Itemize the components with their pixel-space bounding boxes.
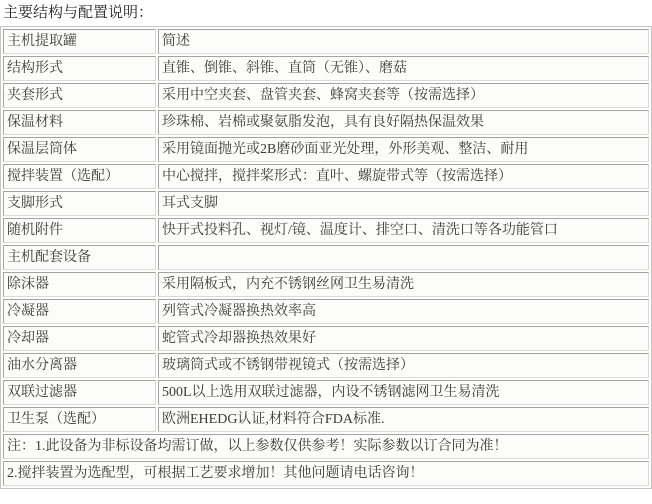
table-row — [3, 326, 649, 351]
spec-value-cell: 耳式支脚 — [158, 191, 649, 216]
table-row — [3, 29, 649, 54]
spec-value-cell: 列管式冷凝器换热效率高 — [158, 299, 649, 324]
spec-value-cell: 珍珠棉、岩棉或聚氨脂发泡，具有良好隔热保温效果 — [158, 110, 649, 135]
spec-label-cell: 主机配套设备 — [3, 245, 156, 270]
note-text: 2.搅拌装置为选配型，可根据工艺要求增加！其他问题请电话咨询！ — [3, 461, 649, 486]
spec-label-cell: 主机提取罐 — [3, 29, 156, 54]
spec-label-cell: 卫生泵（选配） — [3, 407, 156, 432]
table-row — [3, 191, 649, 216]
spec-label-cell: 油水分离器 — [3, 353, 156, 378]
spec-value-cell: 中心搅拌，搅拌桨形式：直叶、螺旋带式等（按需选择） — [158, 164, 649, 189]
table-row — [3, 164, 649, 189]
table-row — [3, 218, 649, 243]
spec-value-cell: 快开式投料孔、视灯/镜、温度计、排空口、清洗口等各功能管口 — [158, 218, 649, 243]
page-title: 主要结构与配置说明： — [3, 5, 154, 21]
spec-value-cell: 采用中空夹套、盘管夹套、蜂窝夹套等（按需选择） — [158, 83, 649, 108]
spec-value-cell: 简述 — [158, 29, 649, 54]
note-row — [3, 434, 649, 459]
spec-value-cell: 玻璃筒式或不锈钢带视镜式（按需选择） — [158, 353, 649, 378]
spec-label-cell: 除沫器 — [3, 272, 156, 297]
table-row — [3, 380, 649, 405]
spec-label-cell: 冷却器 — [3, 326, 156, 351]
spec-value-cell: 500L以上选用双联过滤器，内设不锈钢滤网卫生易清洗 — [158, 380, 649, 405]
table-row — [3, 83, 649, 108]
spec-label-cell: 结构形式 — [3, 56, 156, 81]
table-row — [3, 272, 649, 297]
table-row — [3, 56, 649, 81]
table-row — [3, 137, 649, 162]
spec-value-cell: 采用隔板式，内充不锈钢丝网卫生易清洗 — [158, 272, 649, 297]
spec-label-cell: 夹套形式 — [3, 83, 156, 108]
spec-value-cell: 采用镜面抛光或2B磨砂面亚光处理，外形美观、整洁、耐用 — [158, 137, 649, 162]
note-row — [3, 461, 649, 486]
spec-table-body — [3, 29, 649, 486]
spec-label-cell: 支脚形式 — [3, 191, 156, 216]
spec-value-cell — [158, 245, 649, 270]
table-row — [3, 299, 649, 324]
table-row — [3, 110, 649, 135]
spec-value-cell: 欧洲EHEDG认证,材料符合FDA标准. — [158, 407, 649, 432]
note-text: 注：1.此设备为非标设备均需订做，以上参数仅供参考！实际参数以订合同为准！ — [3, 434, 649, 459]
spec-label-cell: 保温层筒体 — [3, 137, 156, 162]
spec-value-cell: 蛇管式冷却器换热效果好 — [158, 326, 649, 351]
spec-label-cell: 随机附件 — [3, 218, 156, 243]
spec-value-cell: 直锥、倒锥、斜锥、直筒（无锥）、磨菇 — [158, 56, 649, 81]
spec-label-cell: 搅拌装置（选配） — [3, 164, 156, 189]
spec-label-cell: 保温材料 — [3, 110, 156, 135]
spec-table — [0, 26, 652, 489]
spec-label-cell: 双联过滤器 — [3, 380, 156, 405]
table-row — [3, 245, 649, 270]
table-row — [3, 407, 649, 432]
table-row — [3, 353, 649, 378]
spec-label-cell: 冷凝器 — [3, 299, 156, 324]
